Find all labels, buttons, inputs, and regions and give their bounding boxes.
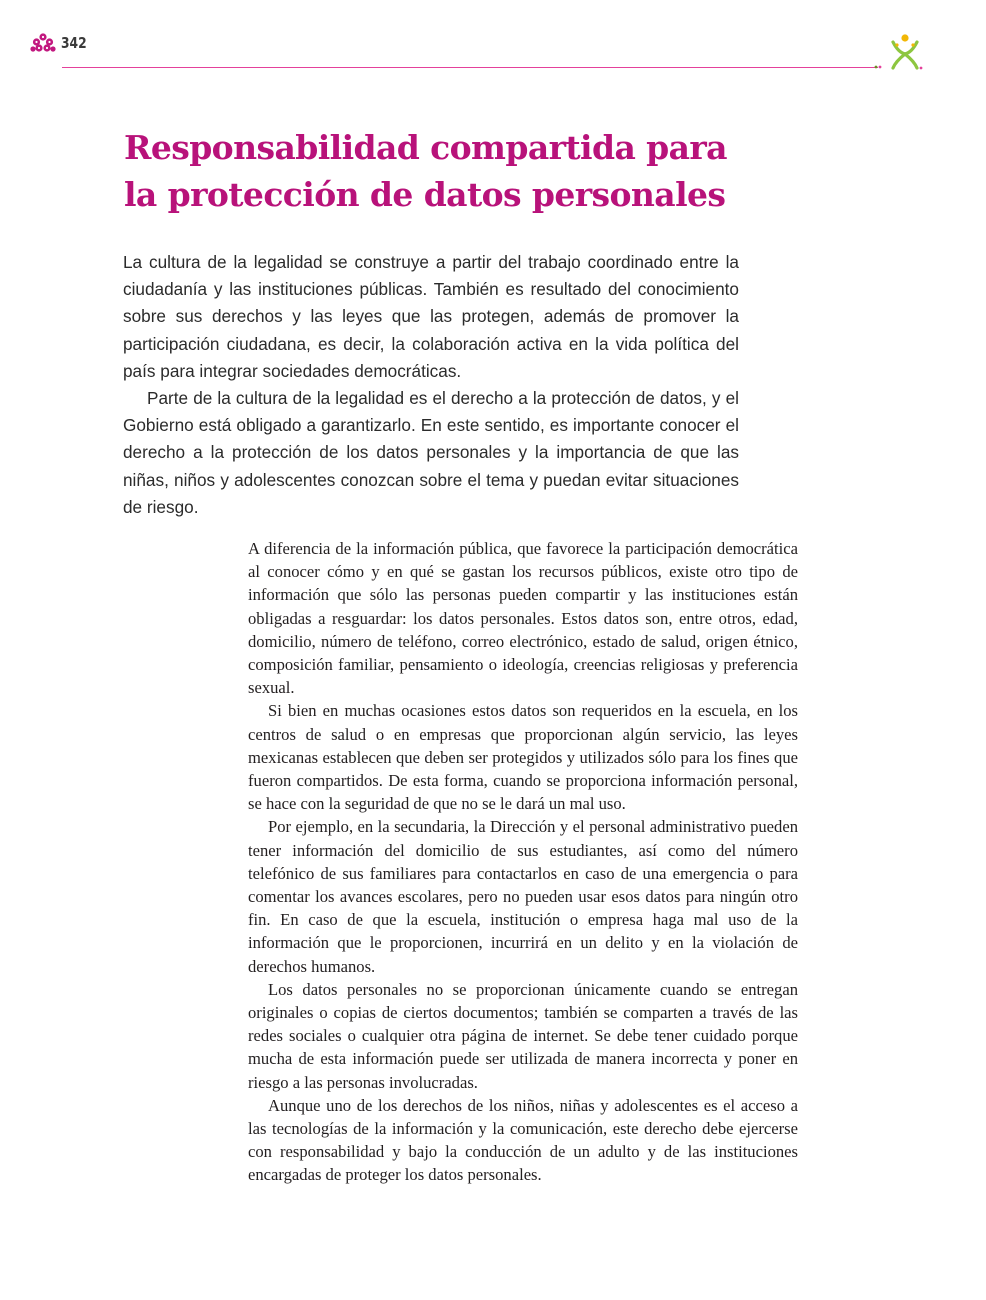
page-title xyxy=(124,124,784,218)
flower-cluster-icon xyxy=(30,32,56,54)
body-paragraph: Si bien en muchas ocasiones estos datos son requeridos en la escuela, en los centros de salud o en empresas que proporcionan algún servicio, las leyes mexicanas establecen que deben ser protegidos y utilizados sólo para los fines que fueron compartidos. De esta forma, cuando se proporciona información personal, se hace con la seguridad de que no se le dará un mal uso. xyxy=(248,701,798,814)
intro-paragraph: La cultura de la legalidad se construye a partir del trabajo coordinado entre la ciudadanía y las instituciones públicas. También es resultado del conocimiento sobre sus derechos y las leyes que las protegen, además de promover la participación ciudadana, es decir, la colaboración activa en la vida política del país para integrar sociedades democráticas. xyxy=(123,252,739,381)
title-line-1: Responsabilidad compartida para xyxy=(124,128,727,167)
intro-section xyxy=(123,249,739,521)
title-line-2: la protección de datos personales xyxy=(124,175,726,214)
body-paragraph: Aunque uno de los derechos de los niños, niñas y adolescentes es el acceso a las tecnologías de la información y la comunicación, este derecho debe ejercerse con responsabilidad y bajo la conducción de un adulto y de las instituciones encargadas de proteger los datos personales. xyxy=(248,1095,798,1185)
body-section xyxy=(248,537,798,1187)
school-person-icon xyxy=(886,32,924,72)
body-paragraph: Los datos personales no se proporcionan únicamente cuando se entregan originales o copias de ciertos documentos; también se comparten a través de las redes sociales o cualquier otra página de internet. Se debe tener cuidado porque mucha de esta información puede ser utilizada de manera incorrecta y poner en riesgo a las personas involucradas. xyxy=(248,979,798,1092)
intro-paragraph: Parte de la cultura de la legalidad es el derecho a la protección de datos, y el Gobierno está obligado a garantizarlo. En este sentido, es importante conocer el derecho a la protección de los datos personales y la importancia de que las niñas, niños y adolescentes conozcan sobre el tema y puedan evitar situaciones de riesgo. xyxy=(123,388,739,517)
page-number: 342 xyxy=(61,34,87,52)
body-paragraph: A diferencia de la información pública, que favorece la participación democrática al conocer cómo y en qué se gastan los recursos públicos, existe otro tipo de información que sólo las personas pueden compartir y las instituciones están obligadas a resguardar: los datos personales. Estos datos son, entre otros, edad, domicilio, número de teléfono, correo electrónico, estado de salud, origen étnico, composición familiar, pensamiento o ideología, creencias religiosas y preferencia sexual. xyxy=(248,539,798,698)
header-rule xyxy=(62,67,878,68)
body-paragraph: Por ejemplo, en la secundaria, la Dirección y el personal administrativo pueden tener información del domicilio de sus estudiantes, así como del número telefónico de sus familiares para contactarlos en caso de una emergencia o para comentar los avances escolares, pero no pueden usar esos datos para ningún otro fin. En caso de que la escuela, institución o empresa haga mal uso de la información que le proporcionen, incurrirá en un delito y en la violación de derechos humanos. xyxy=(248,817,798,976)
decorative-dots-icon xyxy=(874,63,884,71)
